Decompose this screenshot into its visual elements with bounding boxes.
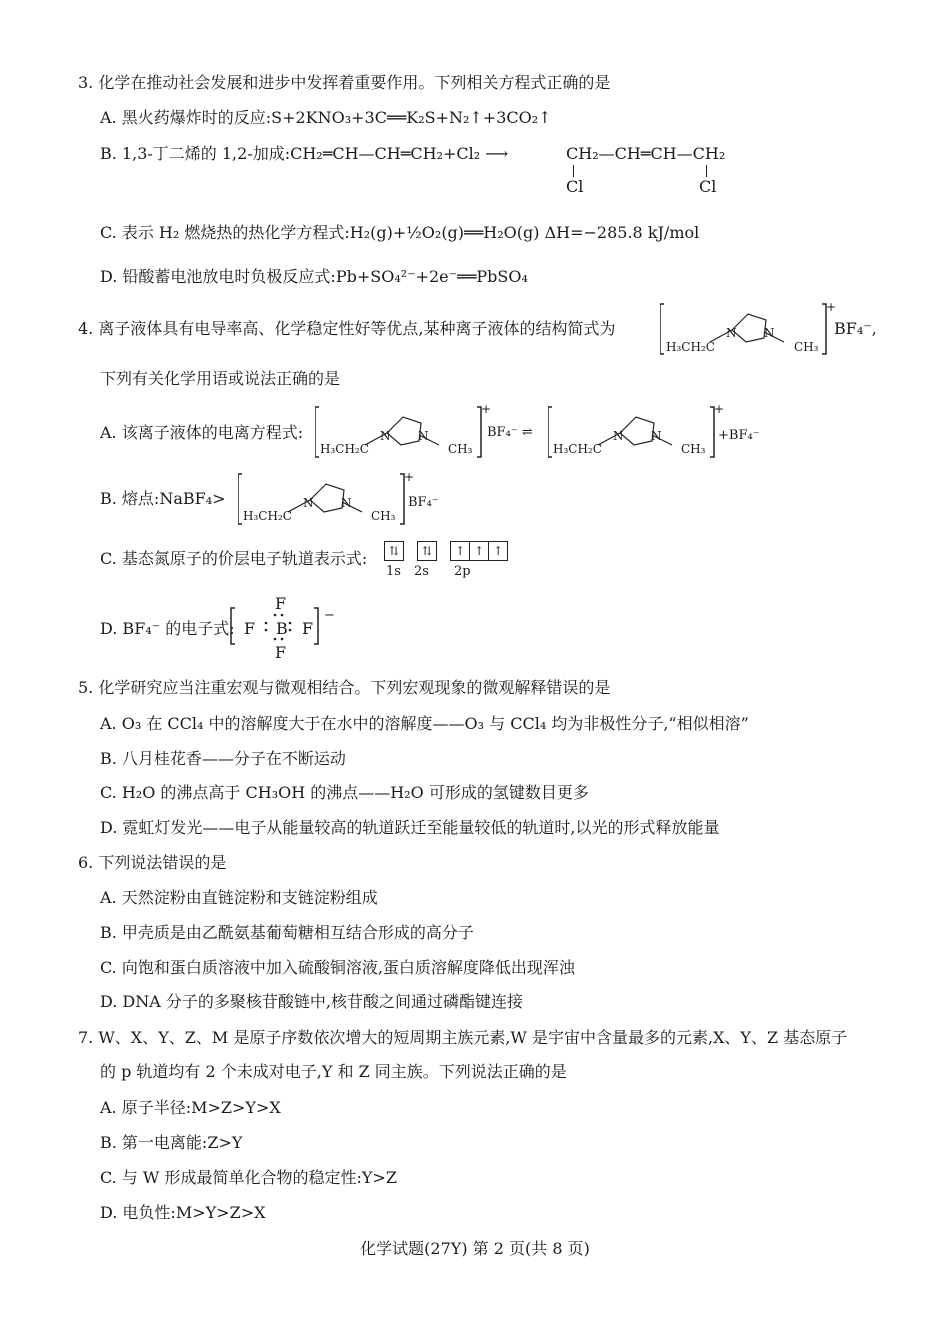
q3-option-d: D. 铅酸蓄电池放电时负极反应式:Pb+SO₄²⁻+2e⁻══PbSO₄ bbox=[100, 267, 528, 286]
q7-option-c: C. 与 W 形成最简单化合物的稳定性:Y>Z bbox=[100, 1168, 397, 1187]
q7-option-b: B. 第一电离能:Z>Y bbox=[100, 1133, 243, 1152]
q5-option-a: A. O₃ 在 CCl₄ 中的溶解度大于在水中的溶解度——O₃ 与 CCl₄ 均为非极性分子,“相似相溶” bbox=[100, 714, 749, 733]
q4-a-n1-1: N bbox=[380, 429, 391, 443]
q7-stem: 7. W、X、Y、Z、M 是原子序数依次增大的短周期主族元素,W 是宇宙中含量最多的元素,X、Y、Z 基态原子 bbox=[78, 1028, 848, 1047]
orbital-1s-box: ⇅ bbox=[384, 541, 404, 561]
q4-stem: 4. 离子液体具有电导率高、化学稳定性好等优点,某种离子液体的结构简式为 bbox=[78, 319, 616, 338]
q4-b-n1: N bbox=[303, 496, 314, 510]
q5-option-d: D. 霓虹灯发光——电子从能量较高的轨道跃迁至能量较低的轨道时,以光的形式释放能量 bbox=[100, 818, 720, 837]
orbital-2p bbox=[450, 541, 508, 561]
bf4-f-bottom: F bbox=[275, 643, 287, 662]
q3-stem: 3. 化学在推动社会发展和进步中发挥着重要作用。下列相关方程式正确的是 bbox=[78, 73, 611, 92]
q7-option-a: A. 原子半径:M>Z>Y>X bbox=[100, 1098, 281, 1117]
q5-option-c: C. H₂O 的沸点高于 CH₃OH 的沸点——H₂O 可形成的氢键数目更多 bbox=[100, 783, 589, 802]
orbital-2p-box-3: ↑ bbox=[489, 541, 508, 561]
q3-option-a: A. 黑火药爆炸时的反应:S+2KNO₃+3C══K₂S+N₂↑+3CO₂↑ bbox=[100, 108, 552, 127]
q4-a-cation-right-2: CH₃ bbox=[681, 442, 706, 456]
q4-b-charge: + bbox=[404, 470, 415, 484]
q4-stem-tail: BF₄⁻, bbox=[834, 319, 877, 338]
orbital-2p-box-1: ↑ bbox=[450, 541, 470, 561]
q5-option-b: B. 八月桂花香——分子在不断运动 bbox=[100, 749, 346, 768]
q7-option-d: D. 电负性:M>Y>Z>X bbox=[100, 1203, 266, 1222]
page-footer: 化学试题(27Y) 第 2 页(共 8 页) bbox=[360, 1239, 590, 1258]
orbital-label-2s: 2s bbox=[414, 564, 429, 579]
orbital-2s bbox=[417, 541, 437, 561]
q3-b-product: CH₂—CH═CH—CH₂ bbox=[566, 144, 726, 163]
q4-option-a: A. 该离子液体的电离方程式: bbox=[100, 423, 304, 442]
q4-b-tail: BF₄⁻ bbox=[408, 495, 439, 510]
orbital-1s bbox=[384, 541, 404, 561]
q4-stem-cation-right: CH₃ bbox=[794, 340, 819, 354]
q3-option-b: B. 1,3-丁二烯的 1,2-加成:CH₂═CH—CH═CH₂+Cl₂ ⟶ bbox=[100, 144, 509, 163]
q4-stem-ring-n1: N bbox=[726, 326, 737, 340]
q4-option-d: D. BF₄⁻ 的电子式: bbox=[100, 619, 235, 638]
q4-a-cation-left-2: H₃CH₂C bbox=[553, 442, 602, 456]
orbital-label-2p: 2p bbox=[454, 564, 471, 579]
q6-option-a: A. 天然淀粉由直链淀粉和支链淀粉组成 bbox=[100, 888, 378, 907]
q5-stem: 5. 化学研究应当注重宏观与微观相结合。下列宏观现象的微观解释错误的是 bbox=[78, 678, 611, 697]
q7-stem2: 的 p 轨道均有 2 个未成对电子,Y 和 Z 同主族。下列说法正确的是 bbox=[100, 1062, 567, 1081]
q6-option-b: B. 甲壳质是由乙酰氨基葡萄糖相互结合形成的高分子 bbox=[100, 923, 474, 942]
orbital-2p-box-2: ↑ bbox=[470, 541, 489, 561]
q4-stem-charge: + bbox=[826, 300, 837, 314]
bf4-f-right: F bbox=[302, 619, 314, 638]
q3-b-cl1: Cl bbox=[566, 177, 584, 196]
q4-a-n1-2: N bbox=[613, 429, 624, 443]
orbital-diagram bbox=[384, 540, 516, 561]
orbital-label-1s: 1s bbox=[386, 564, 401, 579]
q4-a-n2-1: N bbox=[418, 429, 429, 443]
q6-stem: 6. 下列说法错误的是 bbox=[78, 853, 227, 872]
q4-b-cation-left: H₃CH₂C bbox=[243, 509, 292, 523]
bf4-charge: − bbox=[324, 608, 335, 623]
q4-a-charge-2: + bbox=[714, 402, 725, 416]
q4-option-b: B. 熔点:NaBF₄> bbox=[100, 489, 226, 508]
orbital-2s-box: ⇅ bbox=[417, 541, 437, 561]
q4-stem2: 下列有关化学用语或说法正确的是 bbox=[100, 369, 341, 388]
q4-option-c: C. 基态氮原子的价层电子轨道表示式: bbox=[100, 549, 368, 568]
q4-a-charge-1: + bbox=[481, 402, 492, 416]
q4-a-cation-left-1: H₃CH₂C bbox=[320, 442, 369, 456]
q6-option-d: D. DNA 分子的多聚核苷酸链中,核苷酸之间通过磷酯键连接 bbox=[100, 992, 523, 1011]
q3-b-cl2: Cl bbox=[699, 177, 717, 196]
q4-a-tail: +BF₄⁻ bbox=[718, 428, 760, 443]
bf4-b-center: B bbox=[276, 619, 288, 638]
q4-stem-cation-left: H₃CH₂C bbox=[666, 340, 715, 354]
q4-a-cation-right-1: CH₃ bbox=[448, 442, 473, 456]
bf4-f-top: F bbox=[275, 594, 287, 613]
q4-a-n2-2: N bbox=[651, 429, 662, 443]
q3-option-c: C. 表示 H₂ 燃烧热的热化学方程式:H₂(g)+½O₂(g)══H₂O(g) ΔH=−285.8 kJ/mol bbox=[100, 223, 700, 242]
bf4-f-left: F bbox=[244, 619, 256, 638]
q4-stem-ring-n2: N bbox=[764, 326, 775, 340]
q4-b-n2: N bbox=[341, 496, 352, 510]
q4-a-mid: BF₄⁻ ⇌ bbox=[487, 425, 533, 440]
q4-b-cation-right: CH₃ bbox=[371, 509, 396, 523]
q6-option-c: C. 向饱和蛋白质溶液中加入硫酸铜溶液,蛋白质溶解度降低出现浑浊 bbox=[100, 958, 575, 977]
